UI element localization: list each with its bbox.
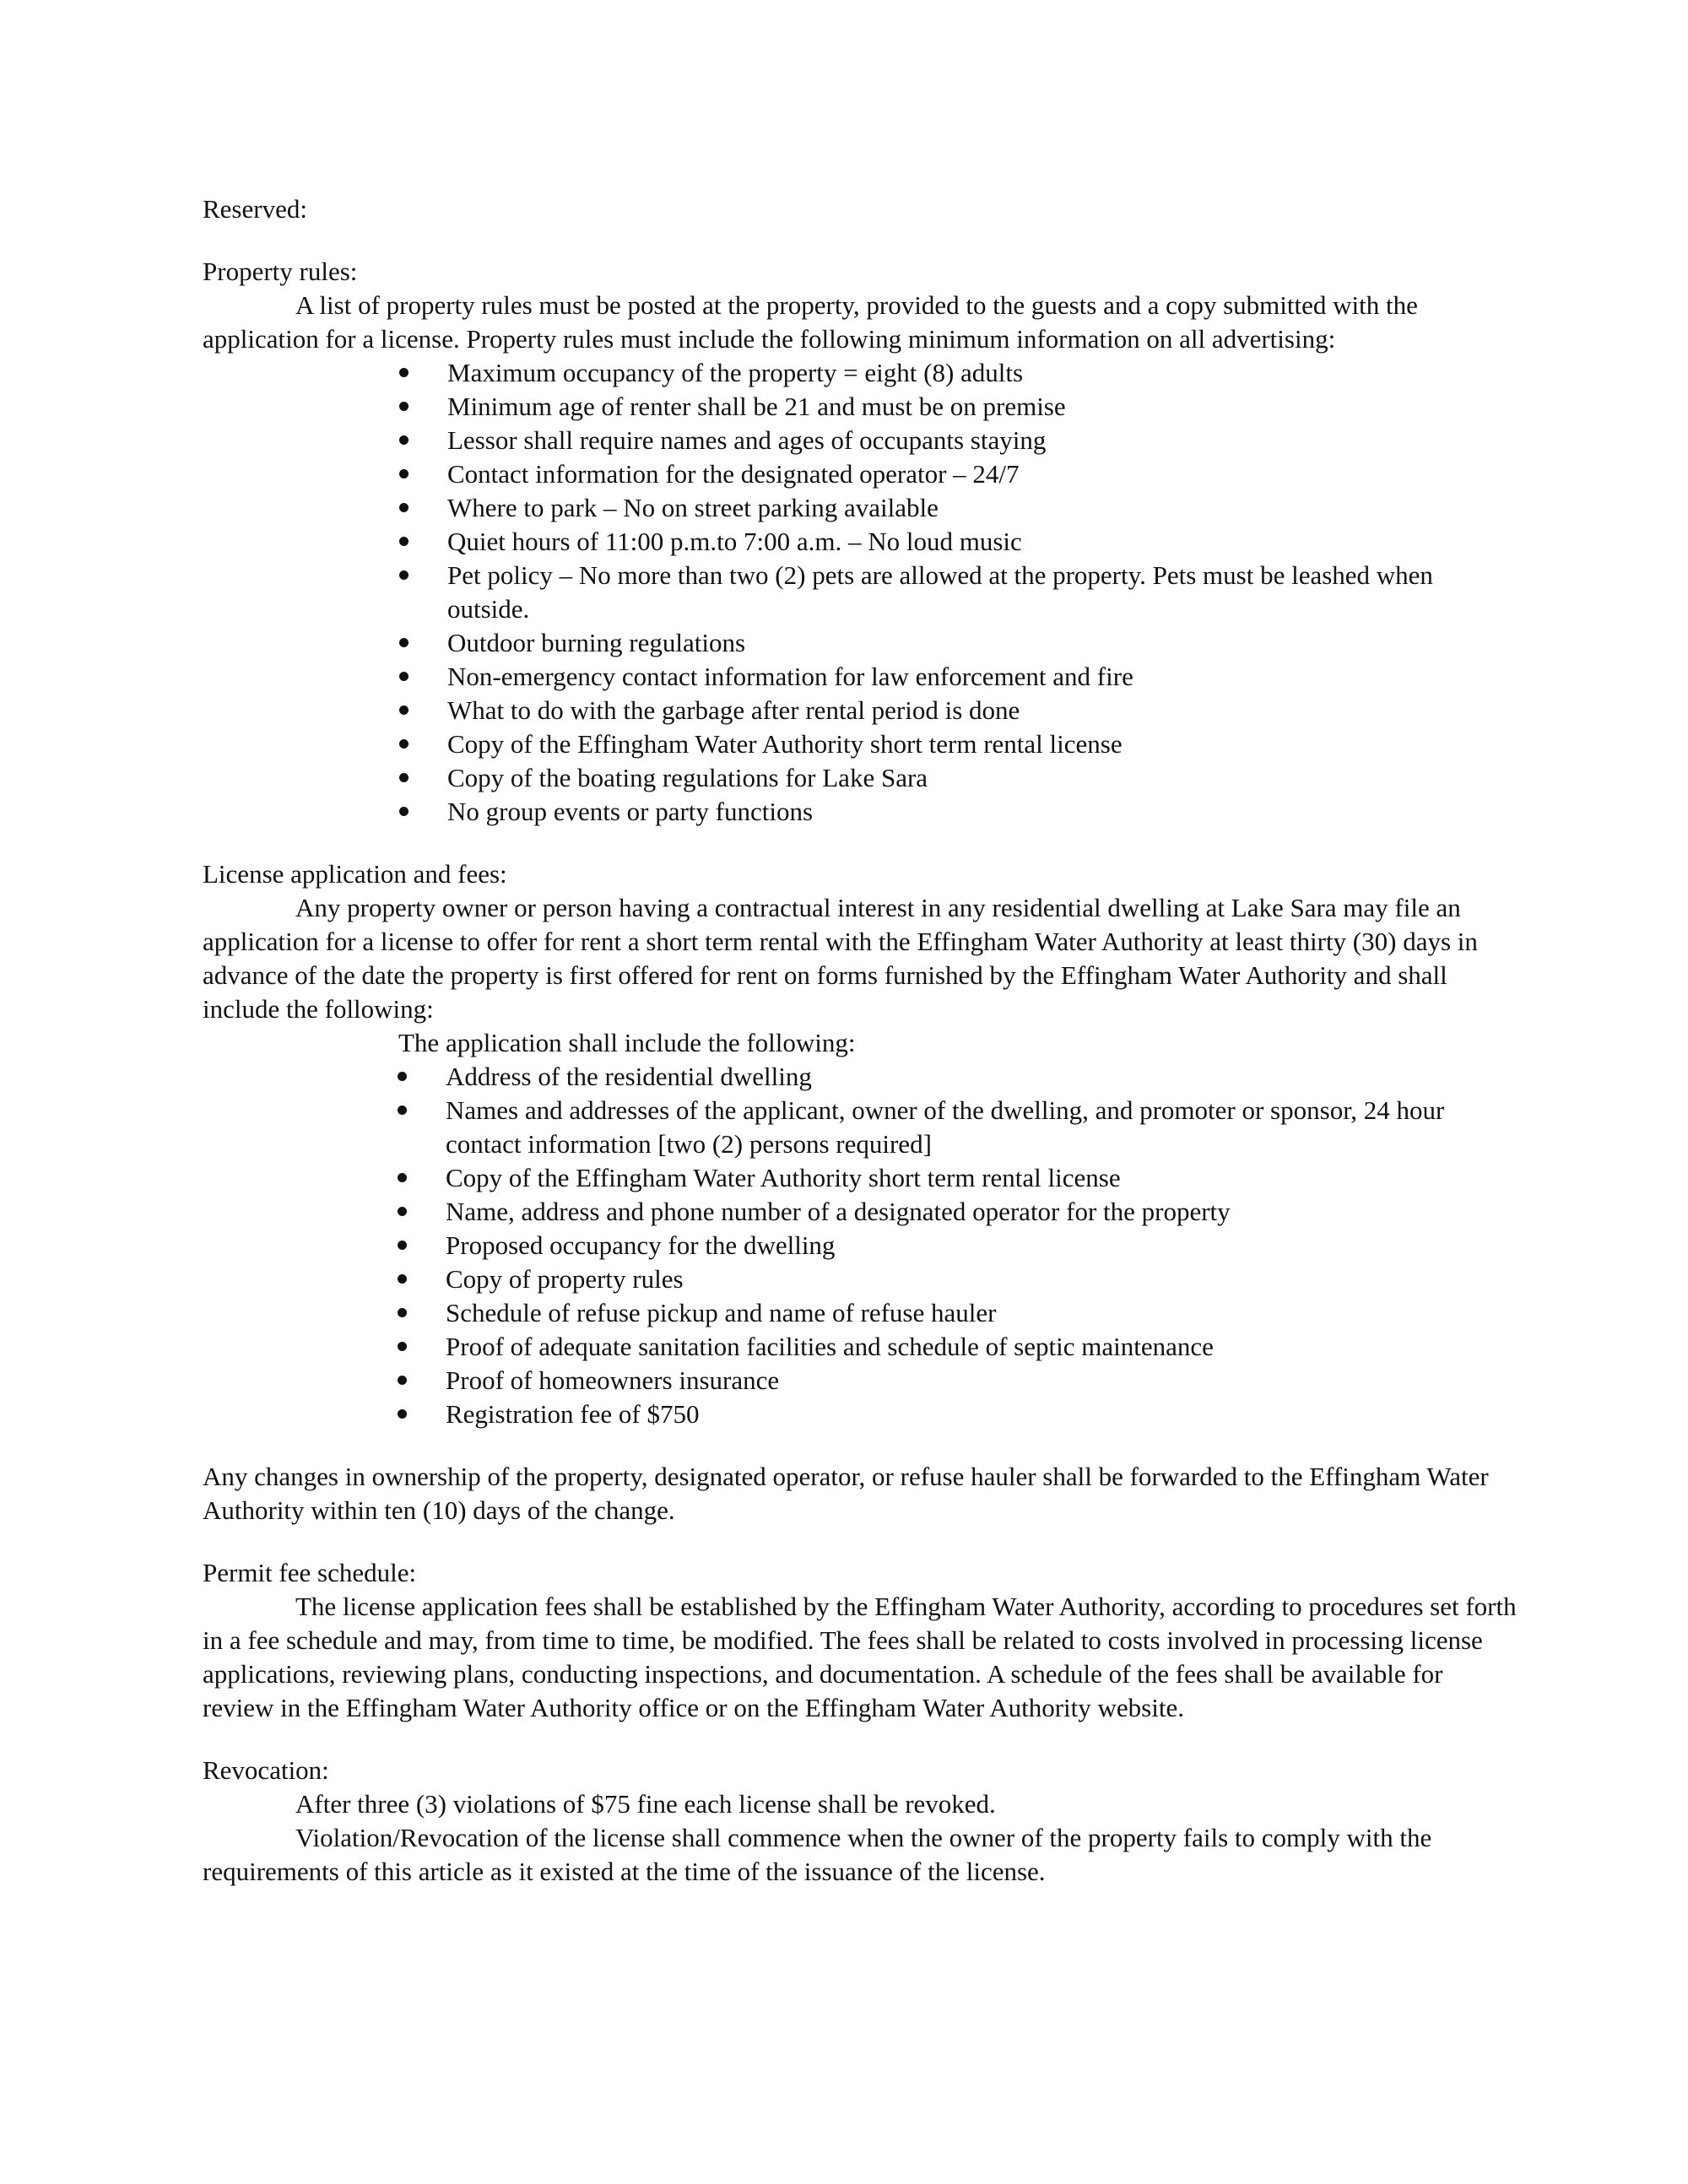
permit-fee-heading: Permit fee schedule:	[203, 1558, 417, 1587]
bullet-icon	[398, 1376, 407, 1385]
bullet-icon	[399, 402, 408, 411]
list-item-text: Outdoor burning regulations	[447, 628, 746, 657]
list-item	[446, 1262, 1519, 1296]
list-item	[446, 1296, 1519, 1330]
spacer	[203, 226, 1519, 255]
list-item	[447, 457, 1519, 491]
list-item	[447, 761, 1519, 795]
list-item	[446, 1397, 1519, 1431]
license-application-intro: Any property owner or person having a contractual interest in any residential dwelling at Lake Sara may file an application for a license to offer for rent a short term rental with the Effingham Water Authority at least thirty (30) days in advance of the date the property is first offered for rent on forms furnished by the Effingham Water Authority and shall include the following:	[203, 893, 1478, 1024]
list-item-text: Minimum age of renter shall be 21 and must be on premise	[447, 392, 1066, 421]
bullet-icon	[398, 1409, 407, 1419]
list-item	[447, 491, 1519, 525]
list-item	[447, 626, 1519, 660]
list-item	[447, 727, 1519, 761]
bullet-icon	[399, 807, 408, 816]
list-item-text: Pet policy – No more than two (2) pets are allowed at the property. Pets must be leashed when outside.	[447, 560, 1433, 624]
bullet-icon	[398, 1241, 407, 1250]
bullet-icon	[399, 503, 408, 512]
spacer	[203, 1527, 1519, 1556]
list-item	[446, 1330, 1519, 1364]
list-item	[446, 1229, 1519, 1262]
bullet-icon	[399, 469, 408, 478]
list-item-text: Contact information for the designated operator – 24/7	[447, 459, 1020, 489]
list-item-text: Maximum occupancy of the property = eight (8) adults	[447, 358, 1024, 387]
list-item-text: Proof of adequate sanitation facilities and schedule of septic maintenance	[446, 1332, 1214, 1361]
list-item-text: Quiet hours of 11:00 p.m.to 7:00 a.m. – No loud music	[447, 527, 1022, 556]
bullet-icon	[399, 773, 408, 782]
list-item	[446, 1060, 1519, 1094]
bullet-icon	[399, 739, 408, 749]
revocation-line-1: After three (3) violations of $75 fine each license shall be revoked.	[295, 1789, 996, 1819]
list-item-text: Address of the residential dwelling	[446, 1062, 812, 1091]
list-item-text: Non-emergency contact information for law enforcement and fire	[447, 662, 1133, 691]
list-item-text: Copy of the Effingham Water Authority short term rental license	[447, 729, 1123, 759]
bullet-icon	[399, 672, 408, 681]
bullet-icon	[399, 537, 408, 546]
list-item	[446, 1161, 1519, 1195]
list-item	[447, 694, 1519, 727]
bullet-icon	[399, 705, 408, 715]
list-item-text: Lessor shall require names and ages of occupants staying	[447, 425, 1047, 455]
document-page	[203, 192, 1519, 1889]
list-item	[447, 559, 1519, 626]
list-item-text: Copy of the boating regulations for Lake Sara	[447, 763, 928, 792]
list-item-text: Names and addresses of the applicant, owner of the dwelling, and promoter or sponsor, 24 hour contact information [two (2) persons required]	[446, 1095, 1445, 1159]
property-rules-intro: A list of property rules must be posted at the property, provided to the guests and a copy submitted with the application for a license. Property rules must include the following minimum information on all advertising:	[203, 290, 1418, 354]
spacer	[203, 1431, 1519, 1460]
list-item-text: Registration fee of $750	[446, 1399, 700, 1429]
list-item-text: Proof of homeowners insurance	[446, 1365, 780, 1395]
bullet-icon	[398, 1308, 407, 1317]
bullet-icon	[399, 435, 408, 445]
list-item	[447, 795, 1519, 829]
list-item	[447, 356, 1519, 390]
revocation-heading: Revocation:	[203, 1755, 329, 1785]
bullet-icon	[398, 1274, 407, 1284]
list-item	[446, 1364, 1519, 1397]
list-item-text: Copy of property rules	[446, 1264, 684, 1294]
spacer	[203, 1725, 1519, 1754]
bullet-icon	[399, 570, 408, 580]
list-item	[446, 1094, 1519, 1161]
list-item-text: No group events or party functions	[447, 797, 814, 826]
license-application-subheading: The application shall include the following:	[398, 1028, 856, 1057]
list-item	[447, 660, 1519, 694]
list-item-text: What to do with the garbage after rental period is done	[447, 695, 1020, 725]
list-item	[447, 525, 1519, 559]
license-application-list	[203, 1060, 1519, 1431]
list-item	[446, 1195, 1519, 1229]
bullet-icon	[398, 1072, 407, 1081]
permit-fee-body: The license application fees shall be established by the Effingham Water Authority, according to procedures set forth in a fee schedule and may, from time to time, be modified. The fees shall be related to costs involved in processing license applications, reviewing plans, conducting inspections, and documentation. A schedule of the fees shall be available for review in the Effingham Water Authority office or on the Effingham Water Authority website.	[203, 1592, 1517, 1722]
list-item	[447, 424, 1519, 457]
list-item-text: Copy of the Effingham Water Authority short term rental license	[446, 1163, 1121, 1192]
bullet-icon	[398, 1342, 407, 1351]
bullet-icon	[398, 1207, 407, 1216]
revocation-line-2: Violation/Revocation of the license shall commence when the owner of the property fails to comply with the requirements of this article as it existed at the time of the issuance of the license.	[203, 1823, 1432, 1886]
reserved-heading: Reserved:	[203, 194, 307, 224]
property-rules-heading: Property rules:	[203, 257, 358, 286]
property-rules-list	[203, 356, 1519, 829]
list-item-text: Schedule of refuse pickup and name of refuse hauler	[446, 1298, 997, 1327]
bullet-icon	[398, 1173, 407, 1182]
list-item-text: Where to park – No on street parking available	[447, 493, 939, 522]
bullet-icon	[399, 368, 408, 377]
list-item-text: Proposed occupancy for the dwelling	[446, 1230, 836, 1260]
license-application-heading: License application and fees:	[203, 859, 507, 889]
bullet-icon	[398, 1106, 407, 1115]
bullet-icon	[399, 638, 408, 647]
ownership-changes-note: Any changes in ownership of the property, designated operator, or refuse hauler shall be forwarded to the Effingham Water Authority within ten (10) days of the change.	[203, 1462, 1489, 1525]
list-item	[447, 390, 1519, 424]
spacer	[203, 829, 1519, 857]
list-item-text: Name, address and phone number of a designated operator for the property	[446, 1197, 1231, 1226]
